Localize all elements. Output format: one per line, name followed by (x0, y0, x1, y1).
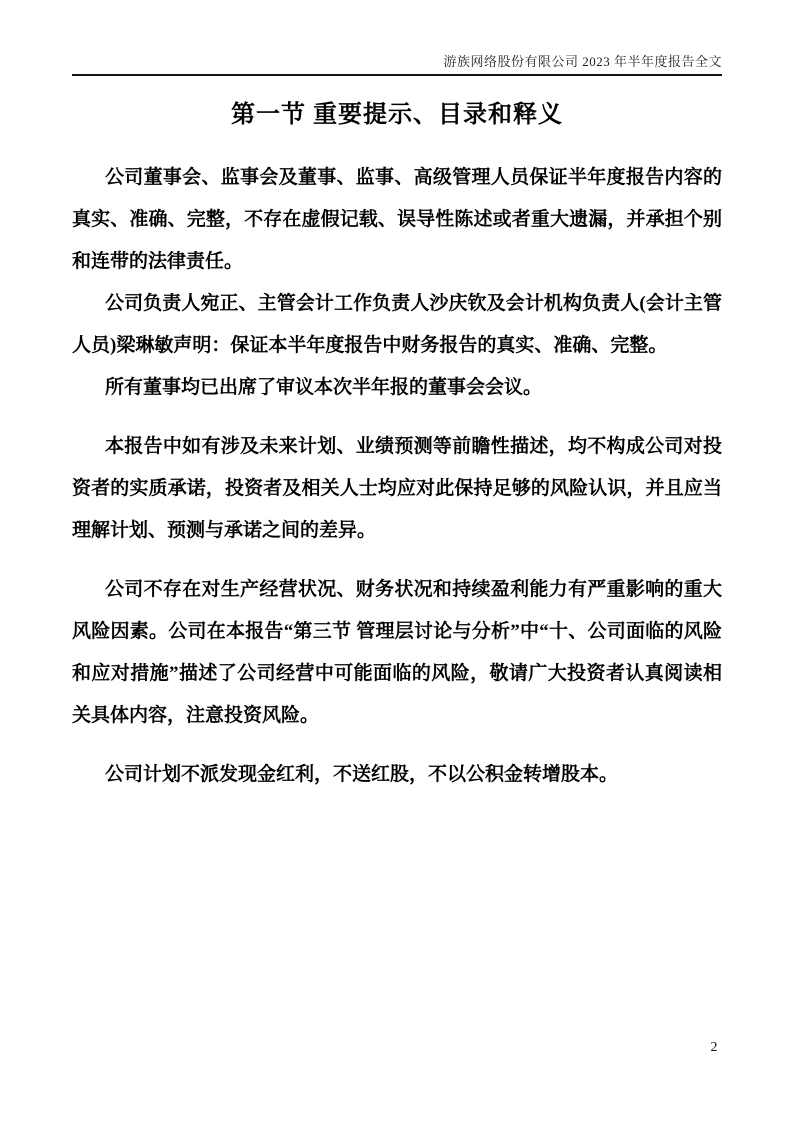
paragraph-dividend-plan: 公司计划不派发现金红利，不送红股，不以公积金转增股本。 (105, 764, 619, 785)
section-title: 第一节 重要提示、目录和释义 (231, 102, 563, 128)
header-text: 游族网络股份有限公司 2023 年半年度报告全文 (443, 54, 722, 69)
page-header (72, 54, 722, 76)
paragraph-directors-attendance: 所有董事均已出席了审议本次半年报的董事会会议。 (105, 377, 543, 398)
document-body (72, 157, 722, 796)
page-number: 2 (710, 1040, 718, 1055)
paragraph-board-guarantee: 公司董事会、监事会及董事、监事、高级管理人员保证半年度报告内容的真实、准确、完整，不存在虚假记载、误导性陈述或者重大遗漏，并承担个别和连带的法律责任。 (72, 167, 722, 272)
paragraph-risk-factors: 公司不存在对生产经营状况、财务状况和持续盈利能力有严重影响的重大风险因素。公司在本报告“第三节 管理层讨论与分析”中“十、公司面临的风险和应对措施”描述了公司经营中可能面临的风险，敬请广大投资者认真阅读相关具体内容，注意投资风险。 (72, 579, 722, 726)
paragraph-responsible-persons: 公司负责人宛正、主管会计工作负责人沙庆钦及会计机构负责人(会计主管人员)梁琳敏声明：保证本半年度报告中财务报告的真实、准确、完整。 (72, 293, 722, 356)
paragraph-forward-looking: 本报告中如有涉及未来计划、业绩预测等前瞻性描述，均不构成公司对投资者的实质承诺，投资者及相关人士均应对此保持足够的风险认识，并且应当理解计划、预测与承诺之间的差异。 (72, 436, 722, 541)
